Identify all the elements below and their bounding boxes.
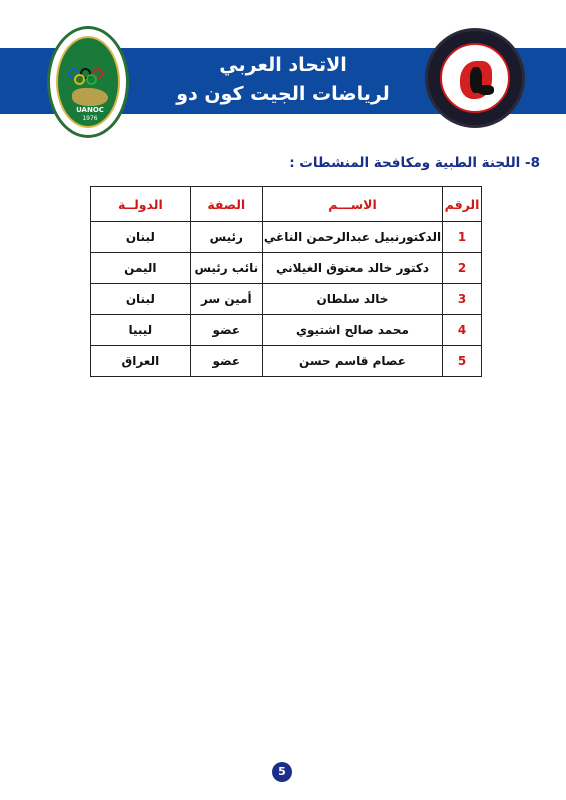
header-number: الرقم: [443, 187, 482, 222]
fighter-leg-icon: [478, 85, 494, 95]
row-name: محمد صالح اشتيوي: [262, 315, 442, 346]
row-name: عصام قاسم حسن: [262, 346, 442, 377]
row-number: 4: [443, 315, 482, 346]
row-number: 3: [443, 284, 482, 315]
row-role: أمين سر: [190, 284, 262, 315]
page-number-badge: 5: [272, 762, 292, 782]
section-title: 8- اللجنة الطبية ومكافحة المنشطات :: [289, 155, 540, 171]
olympic-union-logo: [47, 26, 129, 138]
header-role: الصفة: [190, 187, 262, 222]
logo-acronym: UANOC: [76, 106, 104, 114]
header-title-line1: الاتحاد العربي: [219, 54, 347, 76]
logo-year: 1976: [82, 115, 98, 122]
olympic-ring-icon: [74, 74, 85, 85]
row-name: الدكتورنبيل عبدالرحمن الناغي: [262, 222, 442, 253]
row-country: ليبيا: [91, 315, 191, 346]
table-row: [91, 284, 482, 315]
olympic-union-emblem: [56, 36, 120, 128]
federation-logo: [425, 28, 525, 128]
row-country: لبنان: [91, 284, 191, 315]
row-country: لبنان: [91, 222, 191, 253]
header-country: الدولــة: [91, 187, 191, 222]
row-country: العراق: [91, 346, 191, 377]
olympic-ring-icon: [86, 74, 97, 85]
header-title-line2: لرياضات الجيت كون دو: [176, 83, 390, 105]
table-header-row: [91, 187, 482, 222]
header-name: الاســـم: [262, 187, 442, 222]
row-number: 2: [443, 253, 482, 284]
row-name: دكتور خالد معتوق الغيلاني: [262, 253, 442, 284]
row-role: عضو: [190, 315, 262, 346]
table-row: [91, 315, 482, 346]
row-country: اليمن: [91, 253, 191, 284]
row-number: 1: [443, 222, 482, 253]
arab-map-icon: [72, 88, 108, 106]
row-role: رئيس: [190, 222, 262, 253]
row-name: خالد سلطان: [262, 284, 442, 315]
table-row: [91, 253, 482, 284]
federation-emblem: [440, 43, 510, 113]
row-number: 5: [443, 346, 482, 377]
table-row: [91, 346, 482, 377]
row-role: نائب رئيس: [190, 253, 262, 284]
committee-table: [90, 186, 482, 377]
row-role: عضو: [190, 346, 262, 377]
table-row: [91, 222, 482, 253]
